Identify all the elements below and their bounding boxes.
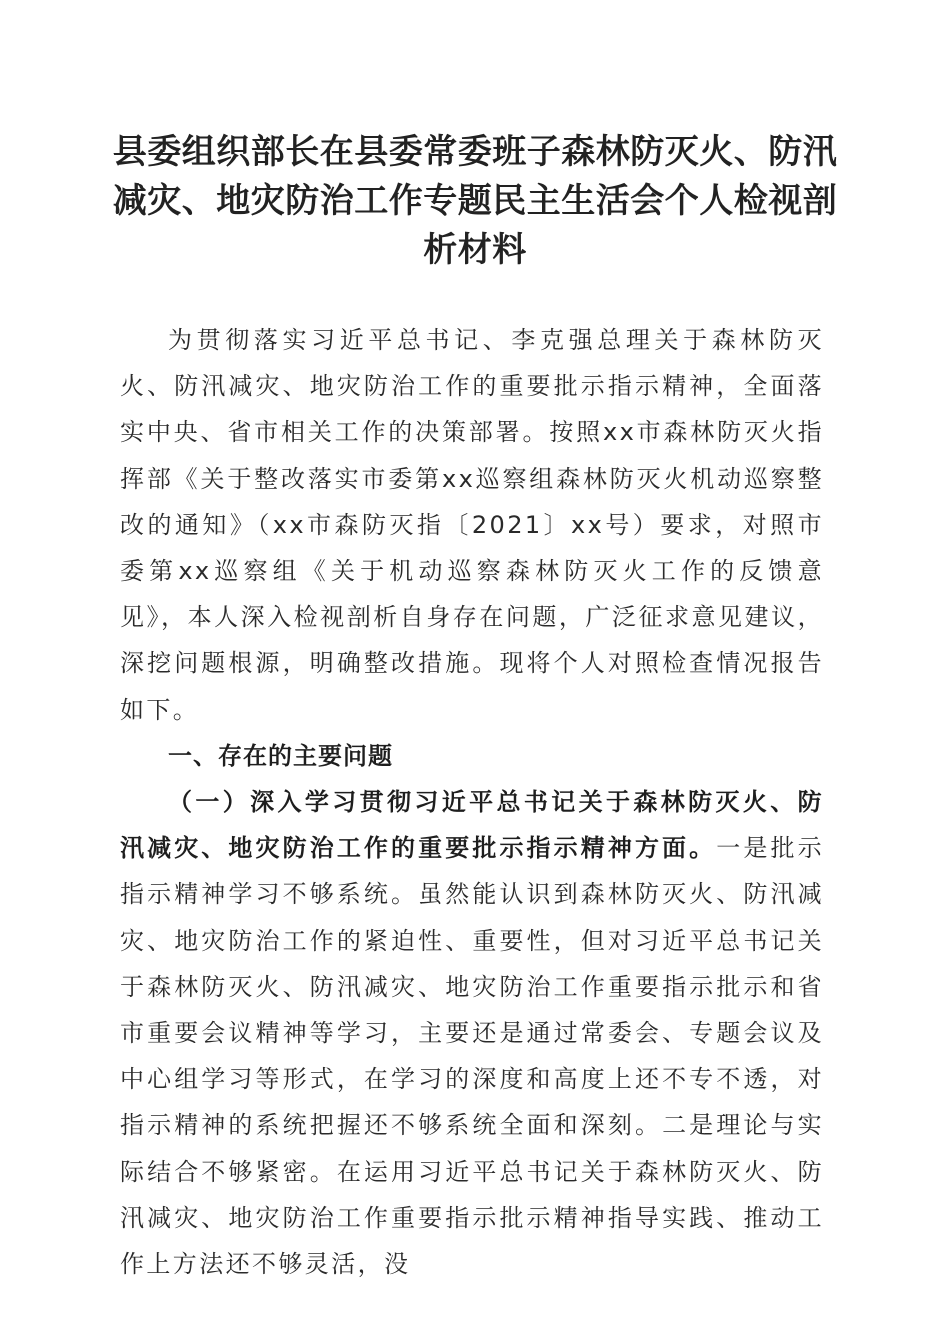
subsection-heading: （一）深入学习贯彻习近平总书记关于森林防灭火、防汛减灾、地灾防治工作的重要批示指示精神方面。 bbox=[120, 788, 824, 863]
document-title: 县委组织部长在县委常委班子森林防灭火、防汛减灾、地灾防治工作专题民主生活会个人检视剖析材料 bbox=[112, 132, 838, 270]
subsection-paragraph bbox=[120, 779, 824, 1287]
intro-paragraph: 为贯彻落实习近平总书记、李克强总理关于森林防灭火、防汛减灾、地灾防治工作的重要批示指示精神，全面落实中央、省市相关工作的决策部署。按照xx市森林防灭火指挥部《关于整改落实市委第xx巡察组森林防灭火机动巡察整改的通知》（xx市森防灭指〔2021〕xx号）要求，对照市委第xx巡察组《关于机动巡察森林防灭火工作的反馈意见》，本人深入检视剖析自身存在问题，广泛征求意见建议，深挖问题根源，明确整改措施。现将个人对照检查情况报告如下。 bbox=[120, 326, 824, 724]
section-heading: 一、存在的主要问题 bbox=[168, 741, 393, 770]
document-body bbox=[120, 317, 824, 1287]
subsection-text: 一是批示指示精神学习不够系统。虽然能认识到森林防灭火、防汛减灾、地灾防治工作的紧迫性、重要性，但对习近平总书记关于森林防灭火、防汛减灾、地灾防治工作重要指示批示和省市重要会议精神等学习，主要还是通过常委会、专题会议及中心组学习等形式，在学习的深度和高度上还不专不透，对指示精神的系统把握还不够系统全面和深刻。二是理论与实际结合不够紧密。在运用习近平总书记关于森林防灭火、防汛减灾、地灾防治工作重要指示批示精神指导实践、推动工作上方法还不够灵活，没 bbox=[120, 834, 824, 1279]
